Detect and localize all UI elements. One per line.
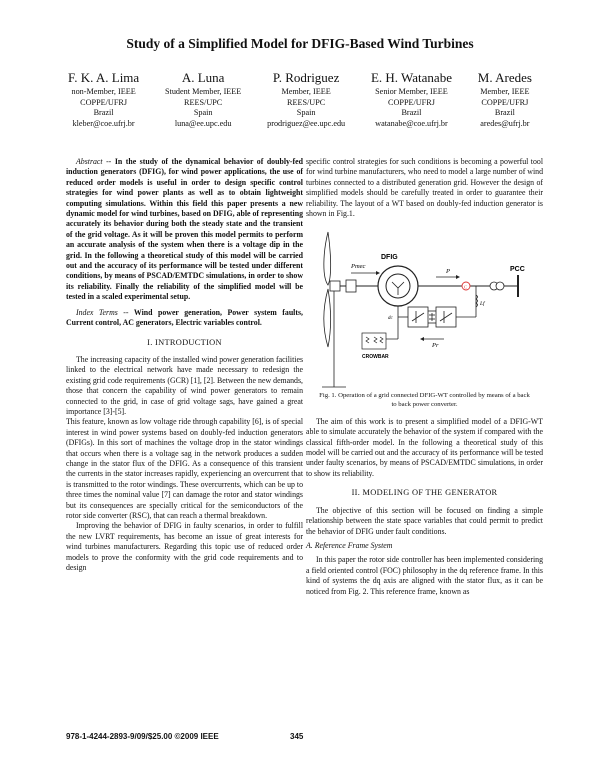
wind-turbine-icon — [324, 232, 340, 347]
figure-caption: Fig. 1. Operation of a grid connected DFIG-WT controlled by means of a back to back power converter. — [319, 392, 530, 408]
subsection-heading: A. Reference Frame System — [306, 540, 393, 550]
body-paragraph: The objective of this section will be focused on finding a simple relationship between the state space variables that could permit to predict the behavior of DFIG under fault conditions. — [306, 505, 543, 536]
author-block — [478, 70, 532, 129]
left-column — [66, 157, 303, 573]
author-block — [165, 70, 241, 129]
author-email: aredes@ufrj.br — [480, 118, 530, 128]
label-crowbar: CROWBAR — [362, 354, 389, 361]
author-block — [267, 70, 345, 129]
author-affiliation: COPPE/UFRJ — [80, 97, 128, 107]
author-email: prodriguez@ee.upc.edu — [267, 118, 346, 128]
author-email: kleber@coe.ufrj.br — [72, 118, 135, 128]
author-affiliation: REES/UPC — [287, 97, 326, 107]
section-heading-modeling: II. MODELING OF THE GENERATOR — [351, 488, 498, 498]
author-name: M. Aredes — [477, 70, 532, 85]
footer-isbn: 978-1-4244-2893-9/09/$25.00 ©2009 IEEE — [66, 732, 219, 741]
author-affiliation: REES/UPC — [184, 97, 223, 107]
author-country: Brazil — [494, 108, 515, 118]
paper-title: Study of a Simplified Model for DFIG-Based Wind Turbines — [126, 36, 474, 51]
author-role: Senior Member, IEEE — [375, 87, 448, 96]
label-p: P — [446, 268, 450, 276]
index-terms — [66, 308, 303, 329]
author-role: Member, IEEE — [480, 87, 530, 96]
author-block — [371, 70, 452, 129]
author-name: P. Rodriguez — [272, 70, 340, 85]
page-number: 345 — [290, 732, 304, 741]
figure-dfig-diagram — [306, 227, 543, 390]
abstract-text: In the study of the dynamical behavior of doubly-fed induction generators (DFIG), for wind power applications, the use of reduced order models is useful in order to design specific control strategies for wind power plants as well as to obtain lightweight computing simulations. Within this field this paper presents a new dynamic model for wind turbines, based on DFIG, able of representing accurately its behavior during both the steady state and the transient of the grid voltage. As it will be proven this model permits to perform an accurate analysis of the system when there is a voltage dip in the grid. In the following a theoretical study of this model will be carried out and the accuracy of its performance will be tested under different conditions, by means of PSCAD/EMTDC simulations, in order to show its reliability. Finally the reliability of the simplified model will be tested in a scaled experimental setup. — [66, 157, 304, 302]
dfig-diagram — [306, 227, 543, 390]
dfig-machine-icon — [378, 266, 418, 306]
author-email: luna@ee.upc.edu — [174, 118, 232, 128]
author-affiliation: COPPE/UFRJ — [388, 97, 435, 107]
body-paragraph: Improving the behavior of DFIG in faulty scenarios, in order to fulfill the new LVRT requirements, has become an issue of great interests for wind turbines manufacturers. Regarding this topic use of reduced order models to prove the conformity with the grid code requirements and to design — [66, 521, 303, 573]
label-pmec: Pmec — [351, 263, 366, 271]
label-lf: Lf — [480, 301, 485, 308]
author-name: F. K. A. Lima — [68, 70, 140, 85]
author-country: Brazil — [93, 108, 114, 118]
index-terms-label: Index Terms -- — [76, 307, 129, 317]
author-name: E. H. Watanabe — [370, 70, 452, 85]
body-paragraph: The increasing capacity of the installed wind power generation facilities linked to the electrical network have made necessary to redesign the existing grid code requirements (GCR) [1], [2]. Between the new demands, those that concern the capability of wind power generators to remain connected to the grid, in case of grid voltage sags, have gained a great importance [3]-[5]. — [66, 354, 303, 416]
author-country: Spain — [193, 108, 213, 118]
author-role: Student Member, IEEE — [165, 87, 242, 96]
abstract — [66, 157, 303, 303]
abstract-label: Abstract -- — [76, 157, 112, 166]
author-email: watanabe@coe.ufrj.br — [375, 118, 448, 128]
converter-icon — [408, 307, 456, 327]
right-column — [306, 157, 543, 597]
author-country: Spain — [296, 108, 316, 118]
author-affiliation: COPPE/UFRJ — [481, 97, 529, 107]
author-name: A. Luna — [181, 70, 225, 85]
author-block — [68, 70, 139, 129]
author-country: Brazil — [401, 108, 422, 118]
section-heading-introduction: I. INTRODUCTION — [147, 337, 222, 347]
index-terms-text: Wind power generation, Power system faults, Current control, AC generators, Electric variables control. — [66, 307, 303, 328]
label-pcc: PCC — [510, 266, 525, 274]
author-role: Member, IEEE — [281, 87, 331, 96]
author-role: non-Member, IEEE — [71, 87, 136, 96]
body-paragraph: The aim of this work is to present a simplified model of a DFIG-WT able to simulate accurately the behavior of the system if compared with the classical fifth-order model. In the following a theoretical study of this model will be carried out and the accuracy of its performance will be tested under faulty scenarios, by means of PSCAD/EMTDC simulations, in order to show its reliability. — [306, 416, 543, 478]
body-paragraph: This feature, known as low voltage ride through capability [6], is of special interest in wind power systems based on doubly-fed induction generators (DFIGs). In this sort of machines the voltage drop in the stator windings that occurs when there is a voltage sag in the network produces a sudden change in the stator flux of the DFIG. As a consequence of this transient the currents in the stator increases rapidly, experiencing an overcurrent that is transmitted to the rotor windings. These overcurrents, which can be up to three times the nominal value [7] can damage the rotor and stator windings but its consequences are specially critical for the semiconductors of the rotor side converter (RSC), that can reach a thermal breakdown. — [66, 417, 303, 520]
body-paragraph: In this paper the rotor side controller has been implemented considering a field oriented control (FOC) philosophy in the dq reference frame. In this kind of systems the dq axis are aligned with the stator flux, as it can be noticed from Fig. 2. This reference frame, known as — [306, 555, 543, 596]
crowbar-icon — [362, 333, 386, 349]
label-dc: dc — [388, 316, 393, 322]
body-paragraph: specific control strategies for such conditions is becoming a powerful tool for wind turbine manufacturers, who need to model a large number of wind turbines connected to a distributed generation grid. However the design of simplified models should be carefully treated in order to guarantee their reliability. The layout of a WT based on doubly-fed induction generator is shown in Fig.1. — [306, 157, 543, 219]
author-list — [68, 70, 532, 129]
label-c: C — [464, 284, 468, 290]
transformer-icon — [490, 282, 504, 290]
label-dfig: DFIG — [381, 254, 398, 262]
label-pr: Pr — [432, 342, 439, 350]
